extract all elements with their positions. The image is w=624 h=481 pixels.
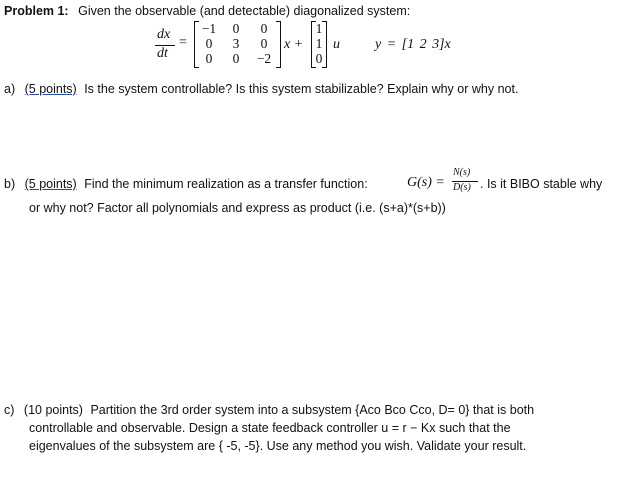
equals-sign: =	[179, 35, 187, 50]
matrix-a-cell: −2	[256, 51, 272, 66]
part-c-line1	[4, 403, 534, 417]
input-u: u	[333, 37, 340, 52]
matrix-a-cell: 0	[205, 36, 213, 51]
matrix-a-cell: 0	[232, 21, 240, 36]
part-a	[4, 82, 518, 96]
matrix-a-cell: 0	[232, 51, 240, 66]
part-a-text: Is the system controllable? Is this system stabilizable? Explain why or why not.	[84, 82, 519, 96]
part-c-text-line3: eigenvalues of the subsystem are { -5, -5}. Use any method you wish. Validate your result.	[29, 439, 527, 453]
part-a-label: a)	[4, 82, 16, 96]
part-b-points: (5 points)	[24, 177, 77, 191]
vector-b-cell: 1	[315, 36, 323, 51]
matrix-a-cell: 0	[260, 36, 268, 51]
vector-b-cell: 1	[315, 21, 323, 36]
matrix-a-cell: 0	[205, 51, 213, 66]
matrix-a-cell: −1	[201, 21, 217, 36]
part-b-text2: . Is it BIBO stable why	[480, 177, 603, 191]
vector-b-cell: 0	[315, 51, 323, 66]
part-b-line1	[4, 177, 368, 191]
dt-denominator: dt	[157, 46, 168, 61]
part-b-text1: Find the minimum realization as a transfer function:	[84, 177, 368, 191]
part-b-label: b)	[4, 177, 16, 191]
output-equation: y = [1 2 3]x	[375, 37, 451, 52]
vector-b-right-bracket	[322, 21, 327, 68]
matrix-a-right-bracket	[276, 21, 281, 68]
tf-numerator: N(s)	[453, 167, 471, 178]
matrix-a-cell: 0	[260, 21, 268, 36]
matrix-a-cell: 3	[232, 36, 240, 51]
x-plus: x +	[284, 37, 304, 52]
part-c-text-line2: controllable and observable. Design a state feedback controller u = r − Kx such that the	[29, 421, 511, 435]
part-c-label: c)	[4, 403, 15, 417]
part-b-text3: or why not? Factor all polynomials and express as product (i.e. (s+a)*(s+b))	[29, 201, 446, 215]
part-c-text-line1: Partition the 3rd order system into a subsystem {Aco Bco Cco, D= 0} that is both	[90, 403, 535, 417]
tf-denominator: D(s)	[453, 182, 471, 193]
part-a-points: (5 points)	[24, 82, 77, 96]
problem-label: Problem 1:	[4, 4, 69, 18]
dx-numerator: dx	[157, 27, 171, 42]
part-c-points: (10 points)	[23, 403, 83, 417]
problem-intro: Given the observable (and detectable) diagonalized system:	[78, 4, 411, 18]
problem-header	[4, 4, 410, 18]
transfer-function-g: G(s) =	[407, 175, 445, 190]
